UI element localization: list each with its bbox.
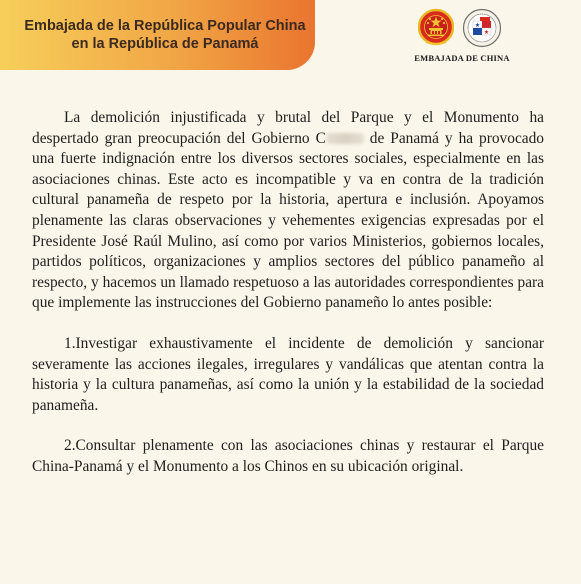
statement-body <box>32 108 544 498</box>
logo-text: EMBAJADA DE CHINA <box>414 53 510 63</box>
paragraph-1-end: de Panamá y ha provocado una fuerte indignación entre los diversos sectores sociales, especialmente en las asociaciones chinas. Este acto es incompatible y va en contra de la tradición cultural panameña de respeto por la historia, apertura e inclusión. Apoyamos plenamente las claras observaciones y vehementes exigencias expresadas por el Presidente José Raúl Mulino, así como por varios Ministerios, gobiernos locales, partidos políticos, organizaciones y amplios sectores del público panameño al respecto, y hacemos un llamado respetuoso a las autoridades correspondientes para que implemente las instrucciones del Gobierno panameño lo antes posible: <box>32 129 544 312</box>
national-emblem-icon <box>418 8 454 48</box>
paragraph-1-start: La demolición injustificada y brutal del Parque y el Monumento ha despertado gran preocupación del Gobierno C <box>32 109 544 147</box>
paragraph-1 <box>32 108 544 314</box>
embassy-logo <box>412 8 512 66</box>
paragraph-2: 1.Investigar exhaustivamente el incidente de demolición y sancionar severamente las acciones ilegales, irregulares y vandálicas que atentan contra la historia y la cultura panameñas, así como la unión y la estabilidad de la sociedad panameña. <box>32 334 544 414</box>
paragraph-3: 2.Consultar plenamente con las asociaciones chinas y restaurar el Parque China-Panamá y el Monumento a los Chinos en su ubicación original. <box>32 437 544 475</box>
header-title-line1: Embajada de la República Popular China <box>24 18 306 34</box>
header-banner <box>0 0 315 70</box>
header-title <box>20 17 310 53</box>
header-title-line2: en la República de Panamá <box>71 36 259 52</box>
embassy-seal-icon <box>462 8 502 48</box>
redacted-text <box>326 133 364 144</box>
